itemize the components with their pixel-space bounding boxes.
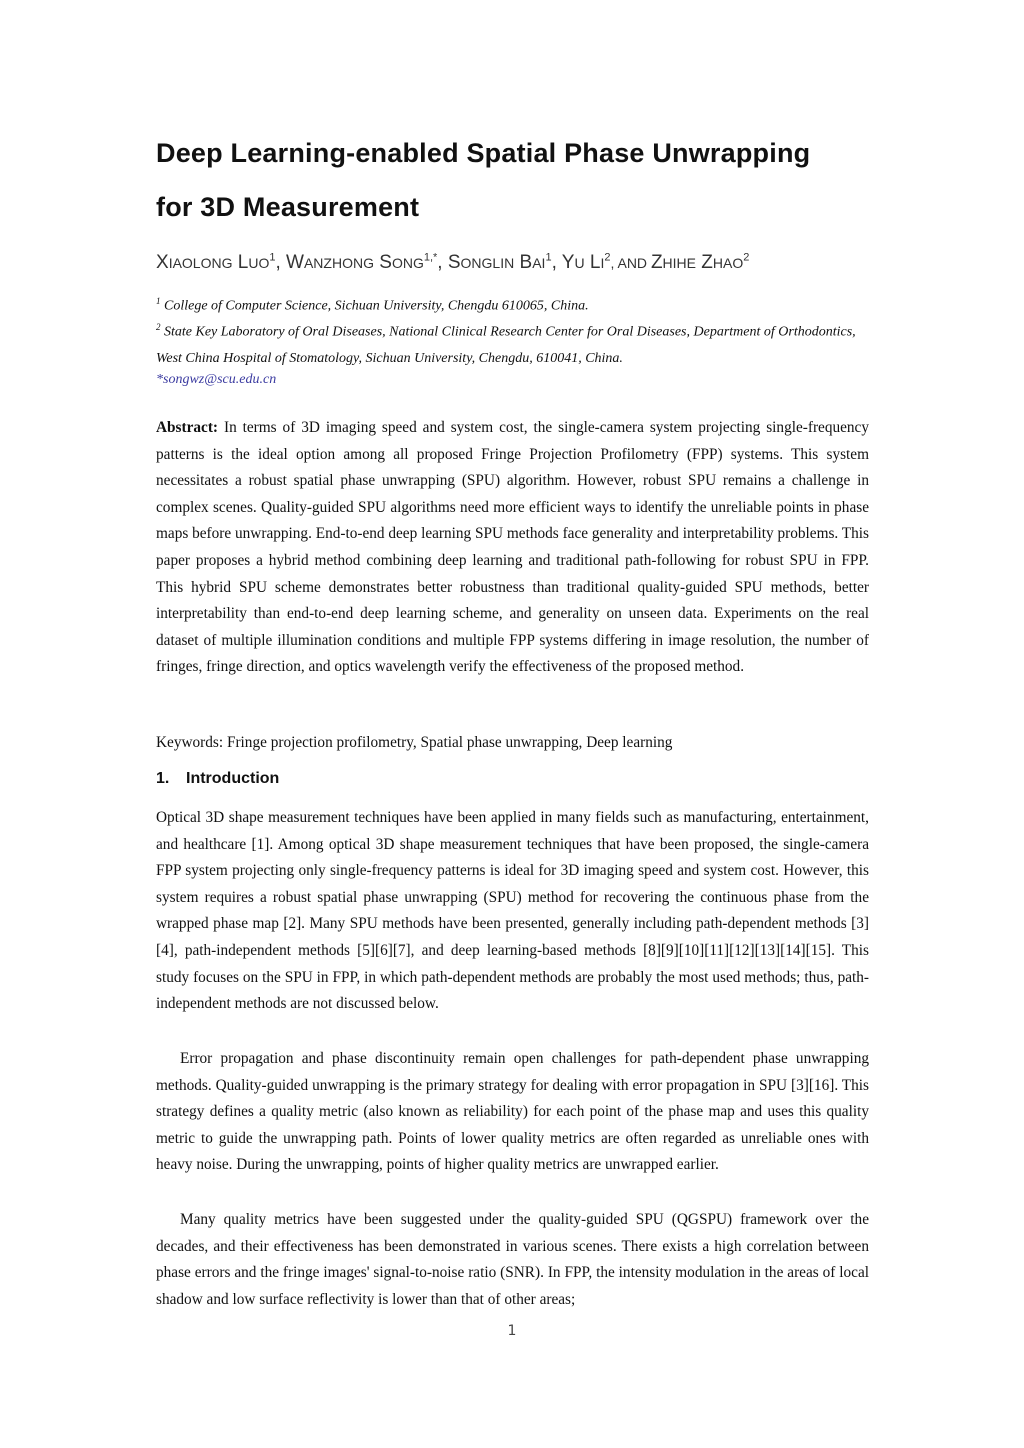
intro-paragraph-1: Optical 3D shape measurement techniques have been applied in many fields such as manufacturing, entertainment, and healthcare [1]. Among optical 3D shape measurement techniques that have been proposed, the single-camera FPP system projecting only single-frequency patterns is ideal for 3D imaging speed and system cost. However, this system requires a robust spatial phase unwrapping (SPU) method for recovering the continuous phase from the wrapped phase map [2]. Many SPU methods have been presented, generally including path-dependent methods [3][4], path-independent methods [5][6][7], and deep learning-based methods [8][9][10][11][12][13][14][15]. This study focuses on the SPU in FPP, in which path-dependent methods are probably the most used methods; thus, path-independent methods are not discussed below. — [156, 809, 869, 1013]
abstract — [156, 415, 869, 681]
affiliation-2: $^2$ State Key Laboratory of Oral Diseases, National Clinical Research Center for Oral Diseases, Department of Orthodontics, West China Hospital of Stomatology, Sichuan University, Chengdu, 610041, China. — [156, 322, 856, 367]
page-number: 1 — [507, 1323, 517, 1339]
abstract-text: In terms of 3D imaging speed and system cost, the single-camera system projecting single-frequency patterns is the ideal option among all proposed Fringe Projection Profilometry (FPP) systems. This system necessitates a robust spatial phase unwrapping (SPU) algorithm. However, robust SPU remains a challenge in complex scenes. Quality-guided SPU algorithms need more efficient ways to identify the unreliable points in phase maps before unwrapping. End-to-end deep learning SPU methods face generality and interpretability problems. This paper proposes a hybrid method combining deep learning and traditional path-following for robust SPU in FPP. This hybrid SPU scheme demonstrates better robustness than traditional quality-guided SPU methods, better interpretability than end-to-end deep learning scheme, and generality on unseen data. Experiments on the real dataset of multiple illumination conditions and multiple FPP systems differing in image resolution, the number of fringes, fringe direction, and optics wavelength verify the effectiveness of the proposed method. — [156, 419, 869, 676]
paper-title-line-2: for 3D Measurement — [156, 192, 420, 222]
paper-title — [156, 126, 916, 234]
author-5: ZHIHE ZHAO$^2$ — [650, 252, 750, 274]
abstract-label: Abstract: — [156, 419, 219, 436]
author-4: YU $LI^2$, AND — [561, 252, 651, 274]
author-1: XIAOLONG LUO$^1$, — [156, 252, 287, 274]
author-2: WANZHONG $SONG^{1,*}$, — [286, 252, 448, 274]
section-title: Introduction — [186, 770, 280, 787]
author-list — [156, 252, 916, 274]
section-number: 1. — [156, 770, 170, 787]
keywords: Keywords: Fringe projection profilometry, Spatial phase unwrapping, Deep learning — [156, 734, 673, 751]
section-heading-introduction — [156, 770, 279, 788]
author-3: SONGLIN BAI$^1$, — [447, 252, 562, 274]
intro-paragraph-3: Many quality metrics have been suggested under the quality-guided SPU (QGSPU) framework over the decades, and their effectiveness has been demonstrated in various scenes. There exists a high correlation between phase errors and the fringe images' signal-to-noise ratio (SNR). In FPP, the intensity modulation in the areas of local shadow and low surface reflectivity is lower than that of other areas; — [156, 1211, 869, 1308]
corresponding-email[interactable]: *songwz@scu.edu.cn — [156, 372, 277, 387]
paper-title-line-1: Deep Learning-enabled Spatial Phase Unwrapping — [156, 138, 811, 168]
affiliation-1: $^1$ College of Computer Science, Sichuan University, Chengdu 610065, China. — [156, 296, 589, 314]
intro-paragraph-2: Error propagation and phase discontinuity remain open challenges for path-dependent phase unwrapping methods. Quality-guided unwrapping is the primary strategy for dealing with error propagation in SPU [3][16]. This strategy defines a quality metric (also known as reliability) for each point of the phase map and uses this quality metric to guide the unwrapping path. Points of lower quality metrics are often regarded as unreliable ones with heavy noise. During the unwrapping, points of higher quality metrics are unwrapped earlier. — [156, 1050, 869, 1174]
